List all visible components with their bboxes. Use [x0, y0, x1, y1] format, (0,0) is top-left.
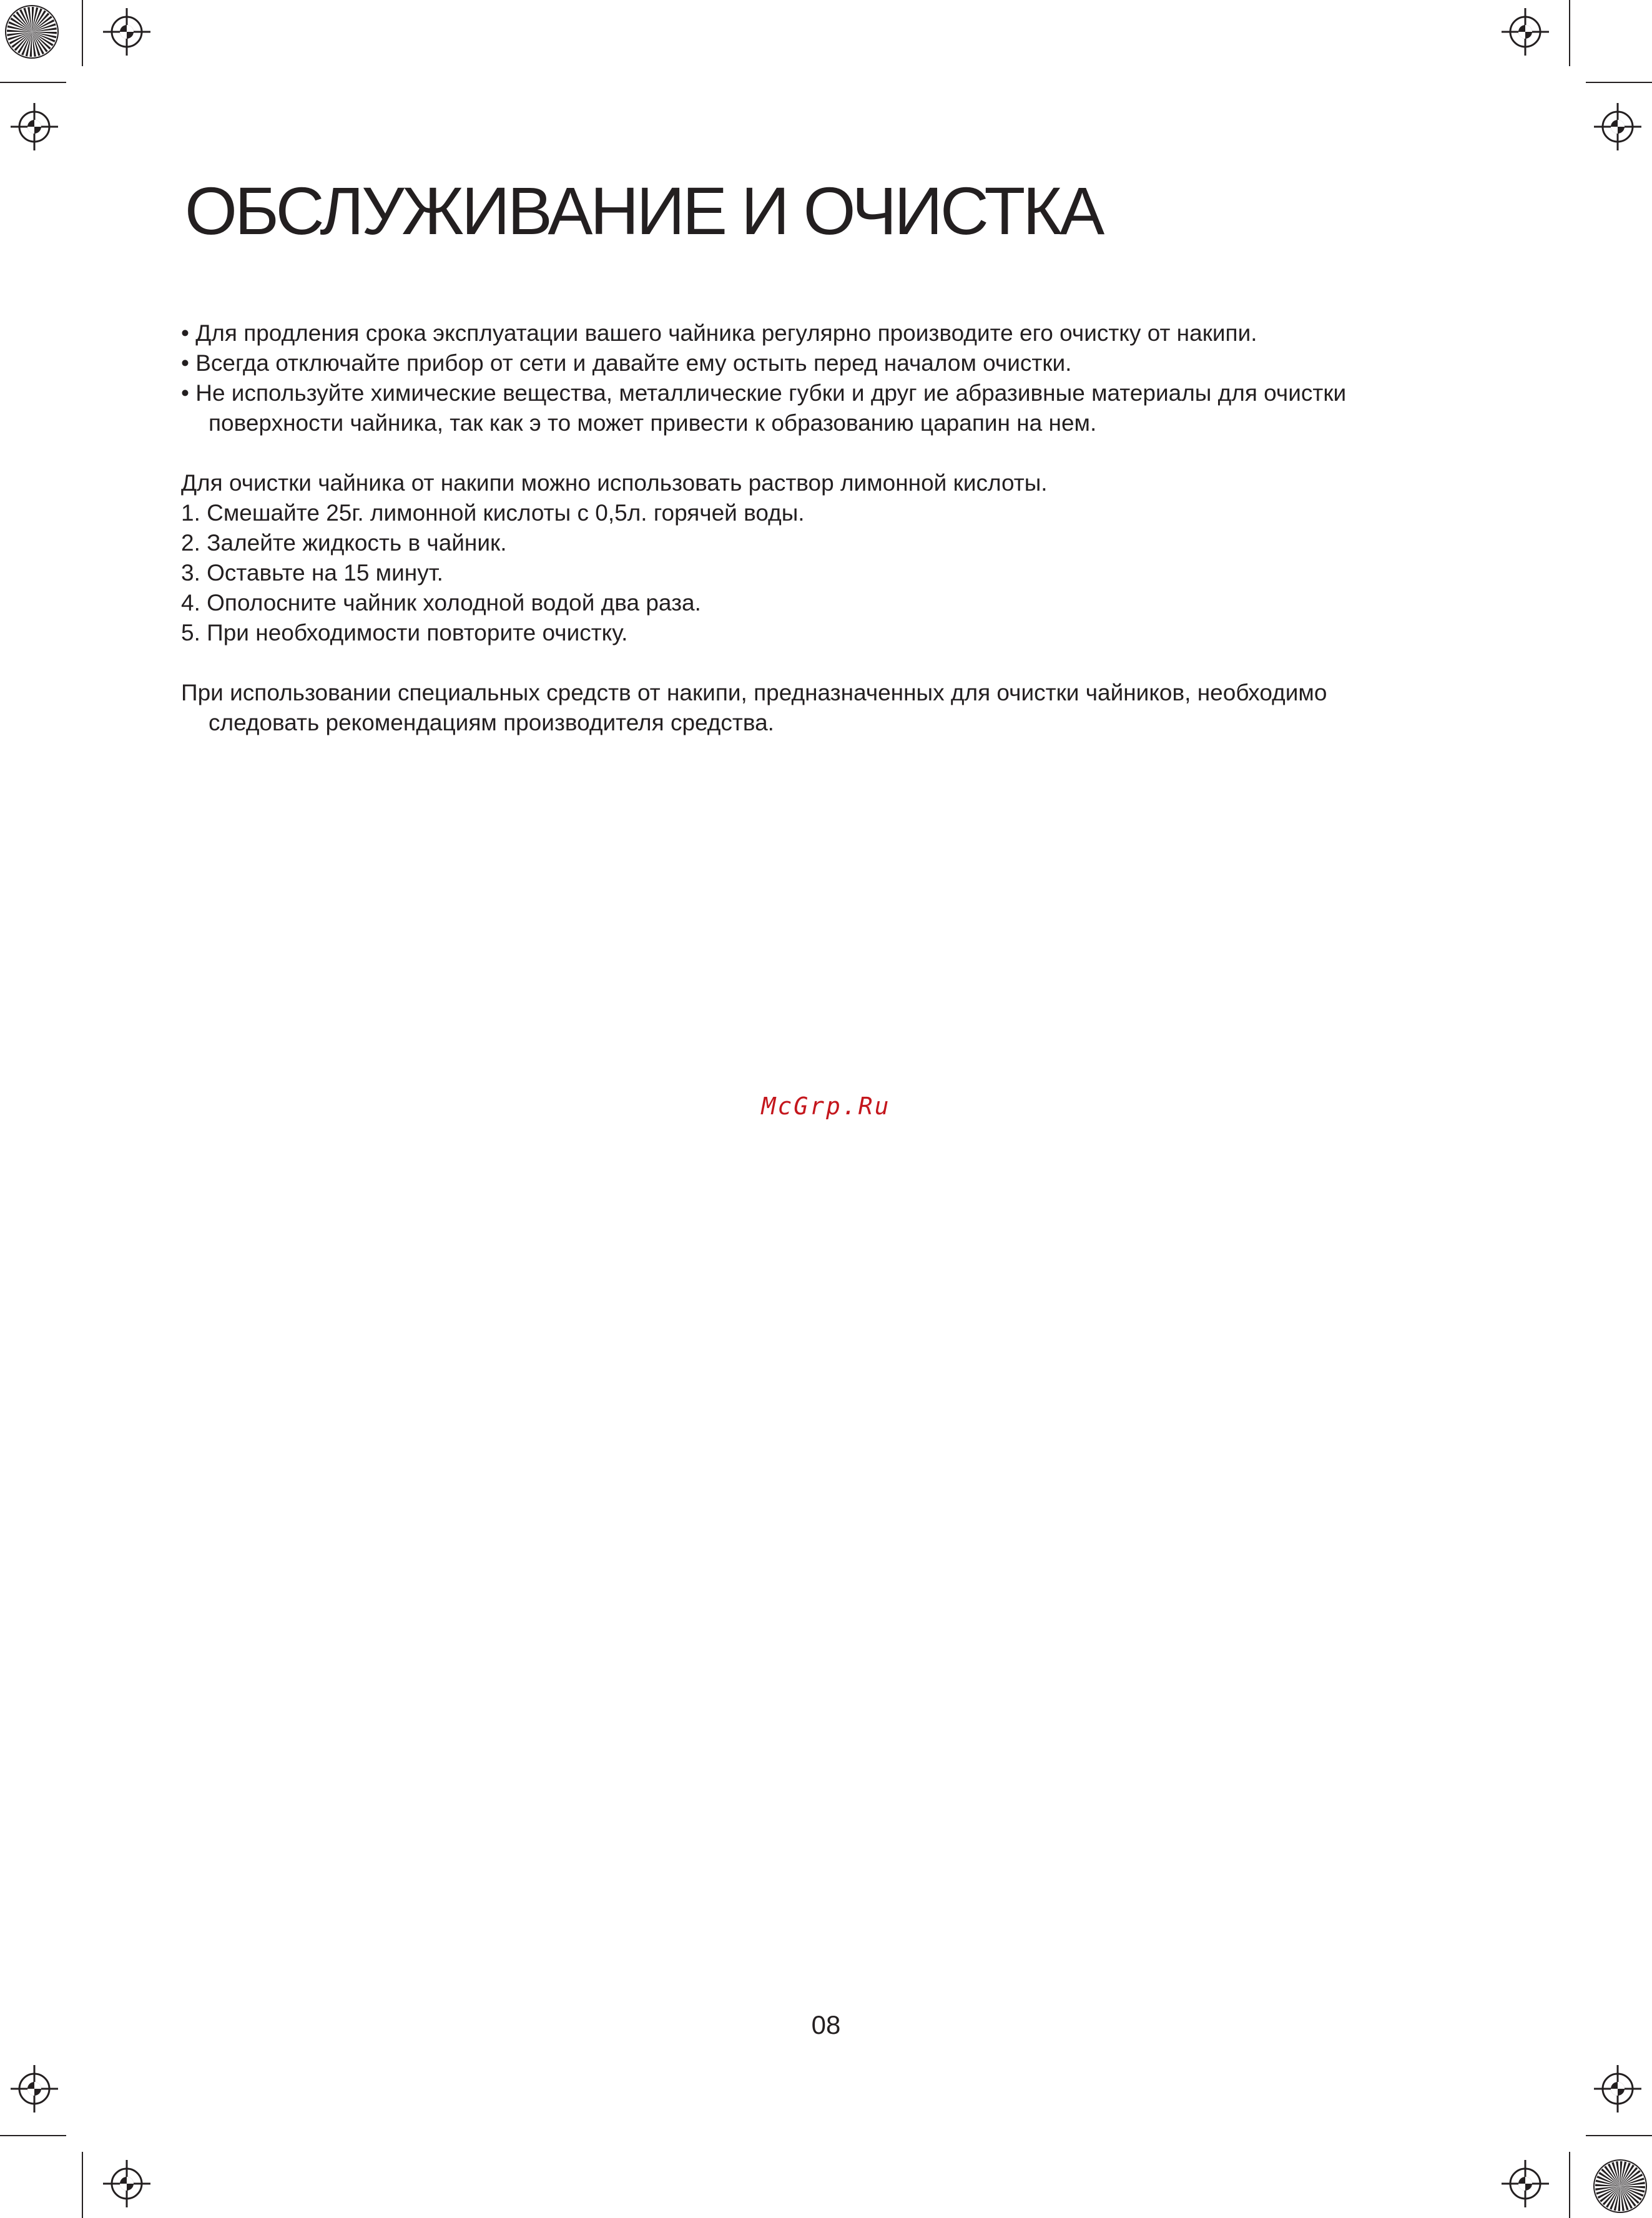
note-text-continuation: следовать рекомендациям производителя средства.	[209, 710, 774, 735]
watermark: McGrp.Ru	[761, 1092, 891, 1120]
registration-crosshair-icon	[1594, 103, 1641, 150]
step-item: 5. При необходимости повторите очистку.	[181, 620, 628, 645]
note-text: При использовании специальных средств от накипи, предназначенных для очистки чайников, необходимо	[181, 680, 1327, 705]
body-text	[181, 318, 1473, 738]
step-item: 4. Ополосните чайник холодной водой два раза.	[181, 590, 701, 616]
registration-crosshair-icon	[11, 103, 58, 150]
bullet-item: • Для продления срока эксплуатации вашего чайника регулярно производите его очистку от накипи.	[181, 320, 1257, 346]
registration-crosshair-icon	[103, 8, 150, 56]
paragraph-gap	[181, 438, 1473, 468]
bullet-item: • Всегда отключайте прибор от сети и давайте ему остыть перед началом очистки.	[181, 350, 1072, 376]
registration-crosshair-icon	[103, 2160, 150, 2207]
step-item: 1. Смешайте 25г. лимонной кислоты с 0,5л. горячей воды.	[181, 500, 805, 526]
registration-crosshair-icon	[1502, 2160, 1549, 2207]
step-item: 3. Оставьте на 15 минут.	[181, 560, 443, 586]
bullet-item: • Не используйте химические вещества, металлические губки и друг ие абразивные материалы для очистки	[181, 380, 1347, 406]
registration-crosshair-icon	[11, 2065, 58, 2112]
page-title: ОБСЛУЖИВАНИЕ И ОЧИСТКА	[185, 173, 1103, 248]
color-starburst-icon	[6, 6, 58, 58]
registration-crosshair-icon	[1502, 8, 1549, 56]
color-starburst-icon	[1594, 2160, 1646, 2212]
page-number: 08	[811, 2010, 841, 2039]
registration-crosshair-icon	[1594, 2065, 1641, 2112]
bullet-item-continuation: поверхности чайника, так как э то может привести к образованию царапин на нем.	[209, 410, 1097, 436]
intro-text: Для очистки чайника от накипи можно использовать раствор лимонной кислоты.	[181, 470, 1048, 496]
paragraph-gap	[181, 648, 1473, 678]
step-item: 2. Залейте жидкость в чайник.	[181, 530, 507, 556]
